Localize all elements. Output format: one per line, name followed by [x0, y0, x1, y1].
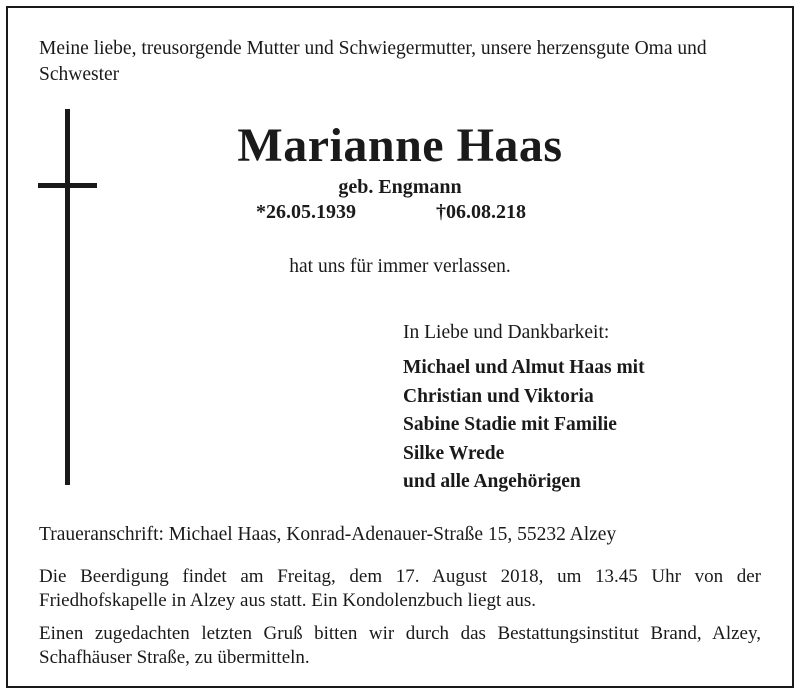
- thanks-line: In Liebe und Dankbarkeit:: [403, 322, 610, 343]
- mourner-line: Christian und Viktoria: [403, 385, 594, 407]
- death-date: †06.08.218: [436, 201, 526, 223]
- mourner-line: Michael und Almut Haas mit: [403, 357, 645, 378]
- mourner-line: Sabine Stadie mit Familie: [403, 414, 617, 435]
- mourner-line: Silke Wrede: [403, 442, 505, 464]
- birth-name: geb. Engmann: [338, 176, 462, 198]
- birth-date: *26.05.1939: [256, 201, 356, 223]
- left-message: hat uns für immer verlassen.: [289, 256, 511, 277]
- funeral-info: Die Beerdigung findet am Freitag, dem 17. August 2018, um 13.45 Uhr von der Friedhofskapelle in Alzey aus statt. Ein Kondolenzbuch liegt aus.: [39, 566, 761, 611]
- greeting-info: Einen zugedachten letzten Gruß bitten wir durch das Bestattungsinstitut Brand, Alzey, Schafhäuser Straße, zu übermitteln.: [39, 623, 761, 668]
- mourner-line: und alle Angehörigen: [403, 471, 581, 492]
- intro-text: Meine liebe, treusorgende Mutter und Schwiegermutter, unsere herzensgute Oma und Schwester: [39, 38, 707, 85]
- deceased-name: Marianne Haas: [237, 119, 563, 172]
- mourners-list: [403, 354, 645, 497]
- mourning-address: Traueranschrift: Michael Haas, Konrad-Adenauer-Straße 15, 55232 Alzey: [39, 524, 617, 545]
